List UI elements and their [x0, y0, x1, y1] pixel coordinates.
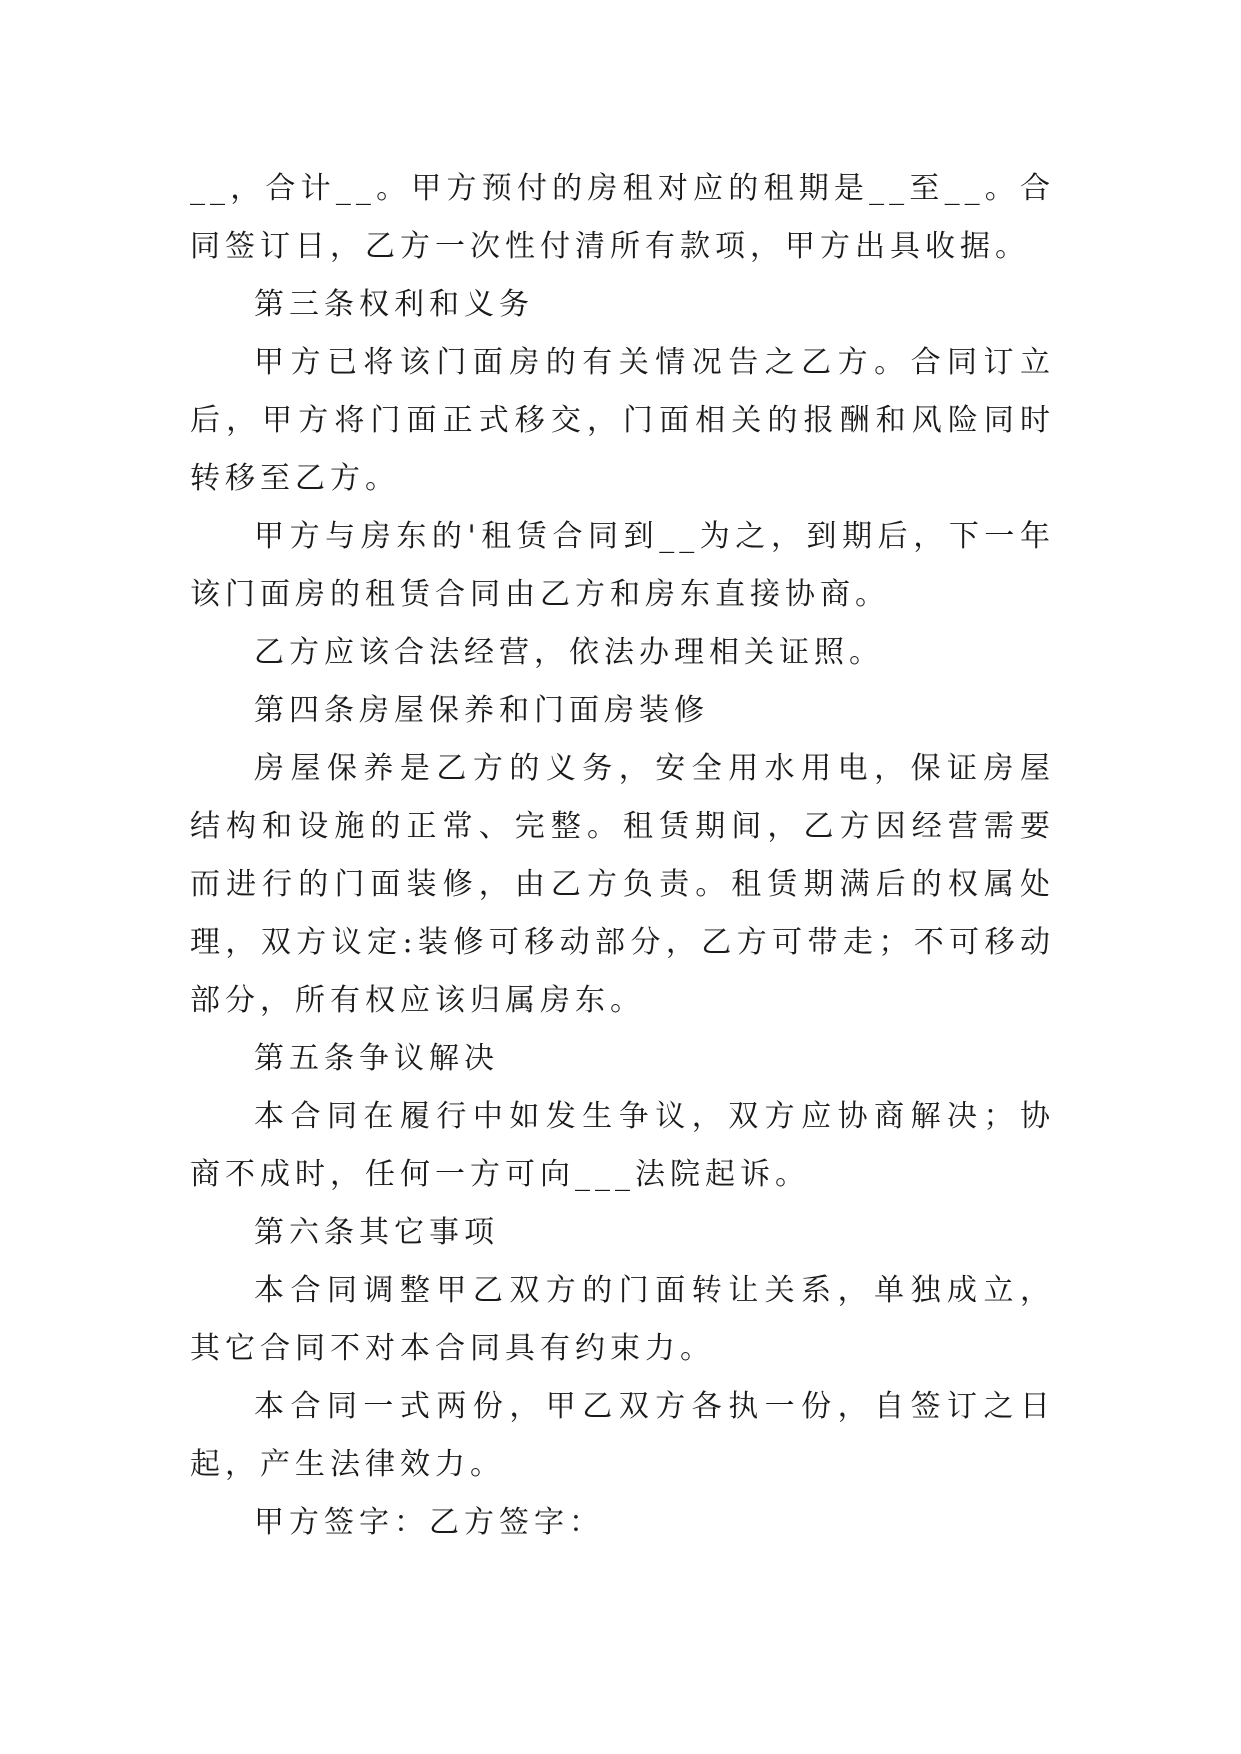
document-body [190, 160, 1055, 1552]
paragraph-payment-continued: __，合计__。甲方预付的房租对应的租期是__至__。合同签订日，乙方一次性付清所有款项，甲方出具收据。 [190, 171, 1055, 264]
heading-article-6: 第六条其它事项 [254, 1215, 499, 1250]
heading-article-3: 第三条权利和义务 [254, 287, 534, 322]
heading-article-5: 第五条争议解决 [254, 1041, 499, 1076]
paragraph-dispute: 本合同在履行中如发生争议，双方应协商解决；协商不成时，任何一方可向___法院起诉。 [190, 1099, 1055, 1192]
paragraph-independence: 本合同调整甲乙双方的门面转让关系，单独成立，其它合同不对本合同具有约束力。 [190, 1273, 1055, 1366]
heading-article-4: 第四条房屋保养和门面房装修 [254, 693, 709, 728]
signature-line: 甲方签字：乙方签字： [254, 1505, 604, 1540]
paragraph-maintenance: 房屋保养是乙方的义务，安全用水用电，保证房屋结构和设施的正常、完整。租赁期间，乙方因经营需要而进行的门面装修，由乙方负责。租赁期满后的权属处理，双方议定:装修可移动部分，乙方可带走；不可移动部分，所有权应该归属房东。 [190, 751, 1055, 1018]
paragraph-handover: 甲方已将该门面房的有关情况告之乙方。合同订立后，甲方将门面正式移交，门面相关的报酬和风险同时转移至乙方。 [190, 345, 1055, 496]
paragraph-lease-renewal: 甲方与房东的'租赁合同到__为之，到期后，下一年该门面房的租赁合同由乙方和房东直接协商。 [190, 519, 1055, 612]
paragraph-copies: 本合同一式两份，甲乙双方各执一份，自签订之日起，产生法律效力。 [190, 1389, 1055, 1482]
paragraph-legal-operation: 乙方应该合法经营，依法办理相关证照。 [254, 635, 884, 670]
